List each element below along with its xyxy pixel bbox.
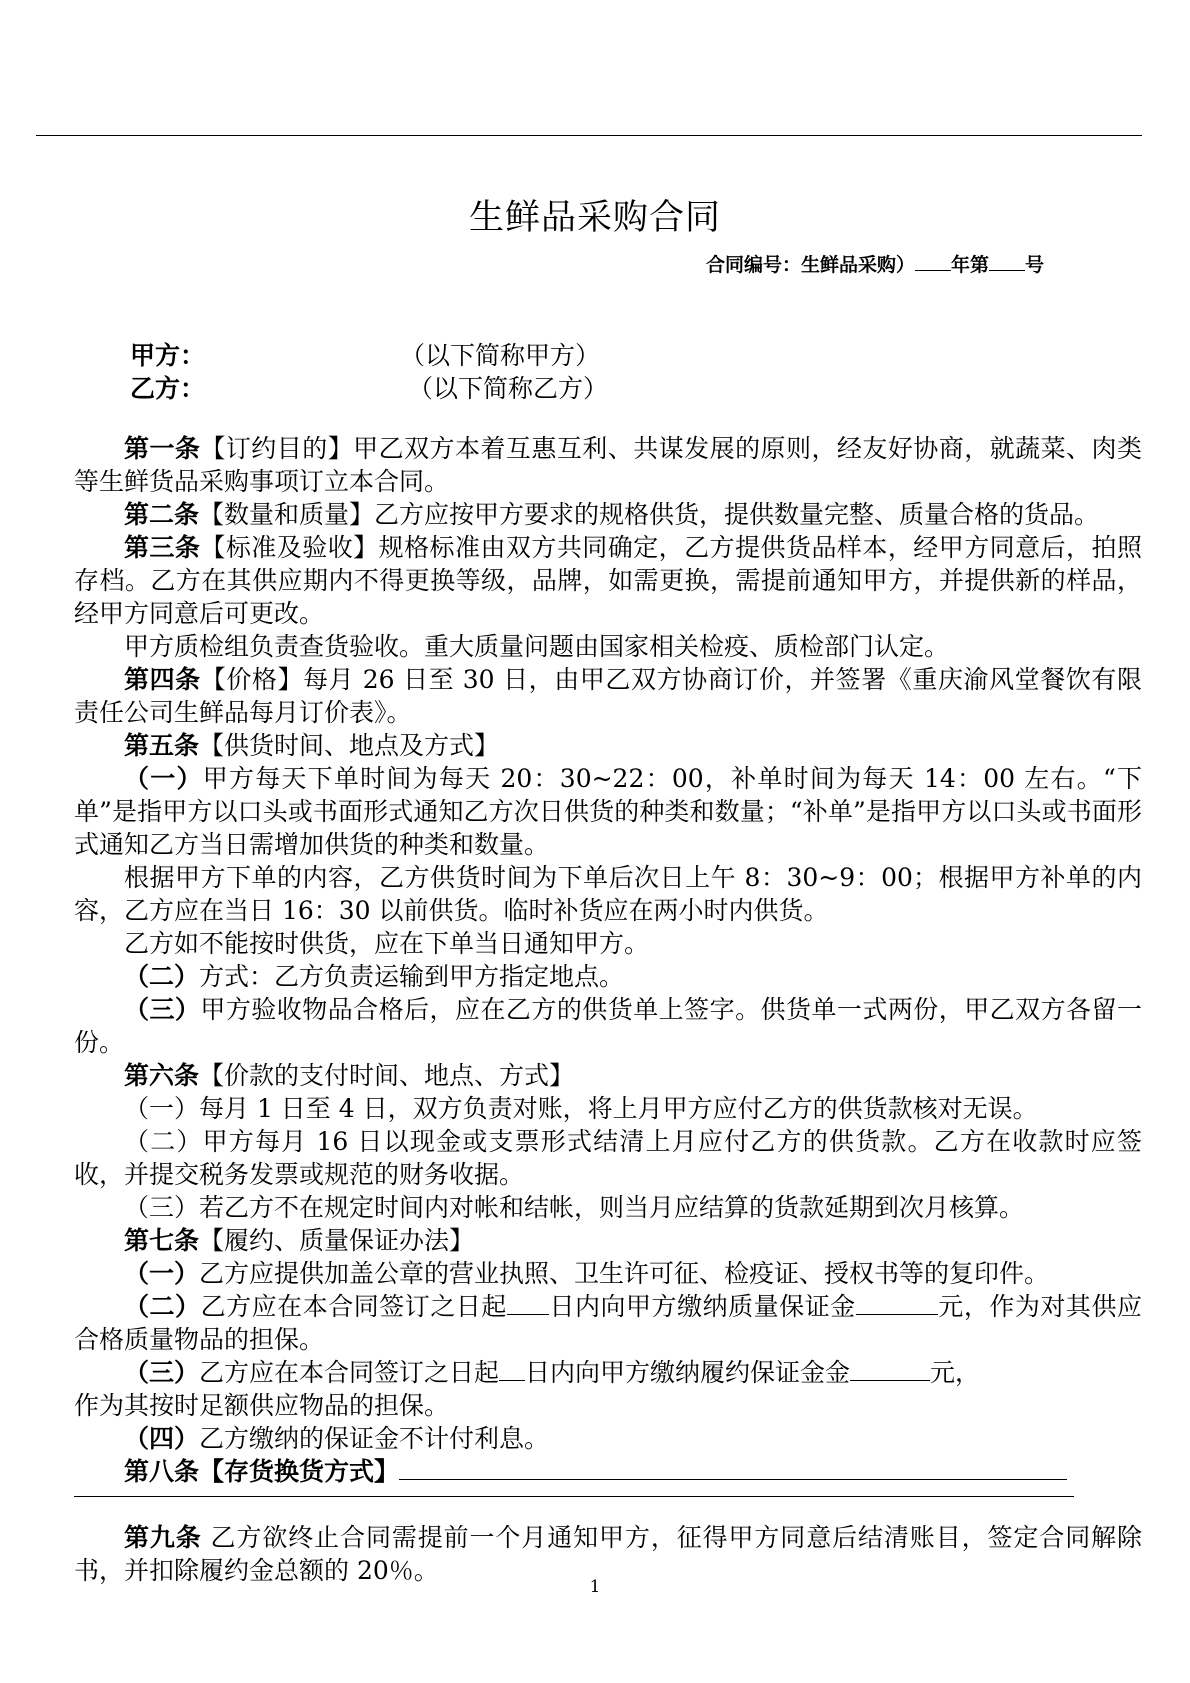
article-7-item-2-num: （二） — [124, 1292, 201, 1321]
article-6-item-2: （二）甲方每月 16 日以现金或支票形式结清上月应付乙方的供货款。乙方在收款时应签收，并提交税务发票或规范的财务收据。 — [74, 1127, 1142, 1189]
contract-body — [74, 432, 1142, 1587]
article-1-text: 【订约目的】甲乙双方本着互惠互利、共谋发展的原则，经友好协商，就蔬菜、肉类等生鲜货品采购事项订立本合同。 — [74, 434, 1142, 496]
article-5-item-3-text: 甲方验收物品合格后，应在乙方的供货单上签字。供货单一式两份，甲乙双方各留一份。 — [74, 995, 1142, 1057]
header-rule — [36, 135, 1142, 136]
article-6-heading-text: 【价款的支付时间、地点、方式】 — [199, 1061, 575, 1090]
contract-number — [706, 250, 1044, 277]
party-b-note: （以下简称乙方） — [408, 374, 609, 403]
article-7-item-2-part-b: 日内向甲方缴纳质量保证金 — [548, 1292, 856, 1321]
page-number: 1 — [589, 1577, 601, 1597]
article-5-item-3-num: （三） — [124, 995, 201, 1024]
article-1 — [74, 432, 1142, 498]
article-2-text: 【数量和质量】乙方应按甲方要求的规格供货，提供数量完整、质量合格的货品。 — [199, 500, 1100, 529]
contract-year-suffix: 年第 — [951, 254, 990, 276]
party-a-label: 甲方： — [130, 341, 206, 370]
parties-block — [130, 339, 609, 405]
article-7-item-4 — [74, 1422, 1142, 1455]
number-blank — [989, 270, 1025, 271]
article-5-heading-text: 【供货时间、地点及方式】 — [199, 731, 500, 760]
article-2-title: 第二条 — [124, 500, 200, 529]
article-3 — [74, 531, 1142, 630]
article-7-item-4-text: 乙方缴纳的保证金不计付利息。 — [199, 1424, 550, 1453]
article-2 — [74, 498, 1142, 531]
article-4-text: 【价格】每月 26 日至 30 日，由甲乙双方协商订价，并签署《重庆渝风堂餐饮有限责任公司生鲜品每月订价表》。 — [74, 665, 1142, 727]
article-5-item-1-text: 甲方每天下单时间为每天 20：30~22：00，补单时间为每天 14：00 左右。“下单”是指甲方以口头或书面形式通知乙方次日供货的种类和数量；“补单”是指甲方以口头或书面形式通知乙方当日需增加供货的种类和数量。 — [74, 764, 1142, 859]
article-5-item-1 — [74, 762, 1142, 861]
article-5-title: 第五条 — [124, 731, 200, 760]
article-8 — [74, 1455, 1142, 1488]
year-blank — [915, 270, 951, 271]
fill-line[interactable] — [74, 1496, 1074, 1497]
quality-deposit-amount-blank[interactable] — [856, 1314, 938, 1315]
article-4-title: 第四条 — [124, 665, 201, 694]
article-7-item-1-num: （一） — [124, 1259, 200, 1288]
party-b-row — [130, 372, 609, 405]
party-b-label: 乙方： — [130, 374, 206, 403]
article-7-item-2 — [74, 1290, 1142, 1356]
article-7-heading — [74, 1224, 1142, 1257]
article-5-item-1-num: （一） — [124, 764, 203, 793]
article-5-para-2: 根据甲方下单的内容，乙方供货时间为下单后次日上午 8：30~9：00；根据甲方补单的内容，乙方应在当日 16：30 以前供货。临时补货应在两小时内供货。 — [74, 863, 1142, 925]
article-4 — [74, 663, 1142, 729]
contract-no-suffix: 号 — [1025, 254, 1045, 276]
article-8-title: 第八条 — [124, 1457, 200, 1486]
party-a-note: （以下简称甲方） — [400, 341, 601, 370]
article-3-para-2: 甲方质检组负责查货验收。重大质量问题由国家相关检疫、质检部门认定。 — [124, 632, 950, 661]
article-5-heading — [74, 729, 1142, 762]
contract-number-label: 合同编号：生鲜品采购） — [706, 254, 916, 276]
article-6-item-1: （一）每月 1 日至 4 日，双方负责对账，将上月甲方应付乙方的供货款核对无误。 — [124, 1094, 1038, 1123]
article-1-title: 第一条 — [124, 434, 201, 463]
article-6-title: 第六条 — [124, 1061, 200, 1090]
article-8-fill-blank[interactable] — [399, 1479, 1067, 1480]
article-5-item-2-text: 方式：乙方负责运输到甲方指定地点。 — [199, 962, 625, 991]
article-5-para-3: 乙方如不能按时供货，应在下单当日通知甲方。 — [124, 929, 650, 958]
article-7-item-3-part-a: 乙方应在本合同签订之日起 — [199, 1358, 500, 1387]
document-title: 生鲜品采购合同 — [468, 198, 721, 238]
article-8-fill-line-2 — [74, 1488, 1142, 1521]
performance-deposit-amount-blank[interactable] — [850, 1380, 930, 1381]
quality-deposit-days-blank[interactable] — [507, 1314, 549, 1315]
article-5-item-2 — [74, 960, 1142, 993]
article-3-text: 【标准及验收】规格标准由双方共同确定，乙方提供货品样本，经甲方同意后，拍照存档。乙方在其供应期内不得更换等级，品牌，如需更换，需提前通知甲方，并提供新的样品，经甲方同意后可更改。 — [74, 533, 1142, 628]
article-9-text: 乙方欲终止合同需提前一个月通知甲方，征得甲方同意后结清账目，签定合同解除书，并扣除履约金总额的 20％。 — [74, 1523, 1142, 1585]
article-7-item-2-part-a: 乙方应在本合同签订之日起 — [200, 1292, 507, 1321]
article-5-item-2-num: （二） — [124, 962, 200, 991]
article-3-title: 第三条 — [124, 533, 201, 562]
article-7-item-3-part-c: 元， — [930, 1358, 981, 1387]
article-5-item-3 — [74, 993, 1142, 1059]
article-7-item-1-text: 乙方应提供加盖公章的营业执照、卫生许可征、检疫证、授权书等的复印件。 — [199, 1259, 1050, 1288]
article-7-item-2-part-c: 元，作为对其供应合格质量物品的担保。 — [74, 1292, 1142, 1354]
article-7-heading-text: 【履约、质量保证办法】 — [199, 1226, 475, 1255]
party-a-row — [130, 339, 601, 372]
article-7-title: 第七条 — [124, 1226, 200, 1255]
article-7-item-3-cont: 作为其按时足额供应物品的担保。 — [74, 1391, 450, 1420]
article-6-item-3: （三）若乙方不在规定时间内对帐和结帐，则当月应结算的货款延期到次月核算。 — [124, 1193, 1025, 1222]
article-9-title: 第九条 — [124, 1523, 202, 1552]
article-7-item-3 — [74, 1356, 1142, 1389]
performance-deposit-days-blank[interactable] — [499, 1380, 525, 1381]
article-7-item-3-part-b: 日内向甲方缴纳履约保证金金 — [525, 1358, 851, 1387]
article-7-item-1 — [74, 1257, 1142, 1290]
article-8-heading: 【存货换货方式】 — [199, 1457, 400, 1486]
article-7-item-4-num: （四） — [124, 1424, 200, 1453]
article-7-item-3-num: （三） — [124, 1358, 200, 1387]
article-6-heading — [74, 1059, 1142, 1092]
